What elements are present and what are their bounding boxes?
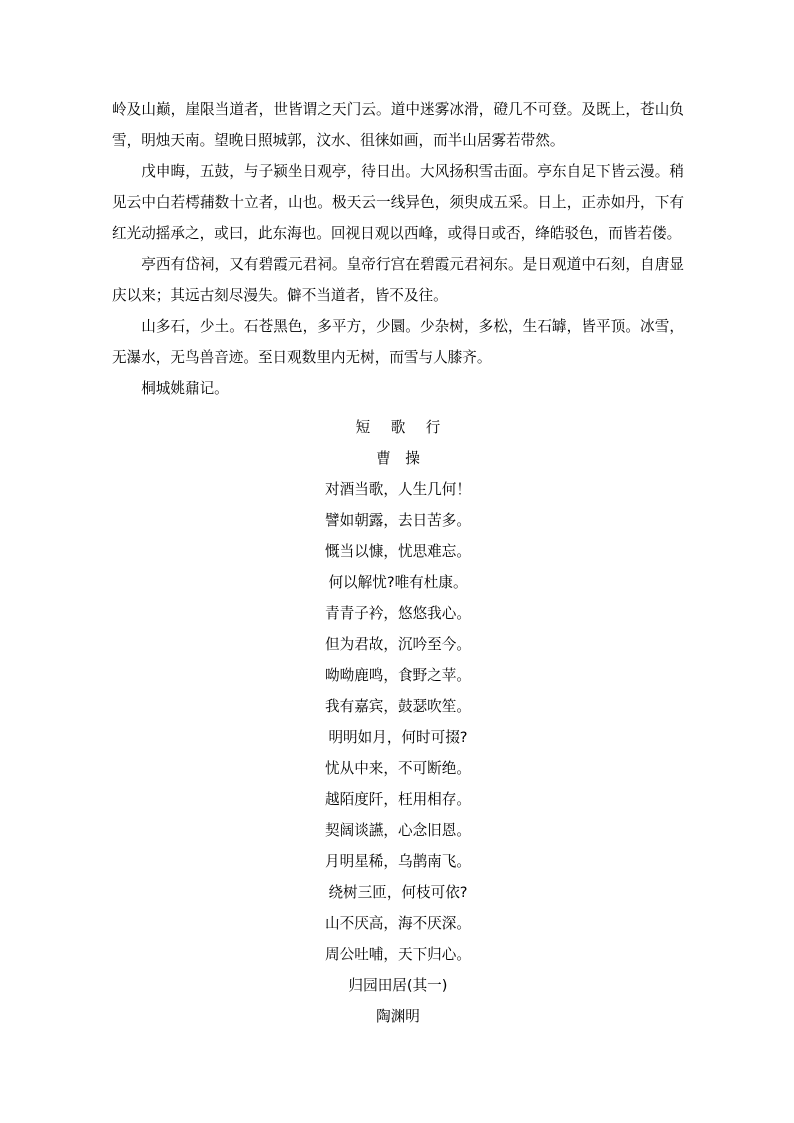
- poems-section: [112, 412, 684, 1032]
- poem-line: 譬如朝露，去日苦多。: [325, 512, 471, 529]
- poem-line: 但为君故，沉吟至今。: [325, 636, 471, 653]
- poem-title: 短歌行: [355, 419, 461, 436]
- poem-line: 越陌度阡，枉用相存。: [325, 791, 471, 808]
- poem-line: 何以解忧?唯有杜康。: [328, 574, 468, 591]
- poem-line: 呦呦鹿鸣，食野之苹。: [325, 667, 471, 684]
- prose-paragraph-3: 亭西有岱祠，又有碧霞元君祠。皇帝行宫在碧霞元君祠东。是日观道中石刻，自唐显庆以来；其远古刻尽漫失。僻不当道者，皆不及往。: [112, 256, 684, 304]
- second-poem-title: 归园田居(其一): [348, 977, 448, 994]
- poem-line: 明明如月，何时可掇?: [328, 729, 468, 746]
- poem-line: 对酒当歌，人生几何！: [325, 481, 471, 498]
- poem-line: 慨当以慷，忧思难忘。: [325, 543, 471, 560]
- prose-paragraph-2: 戊申晦，五鼓，与子颍坐日观亭，待日出。大风扬积雪击面。亭东自足下皆云漫。稍见云中白若樗蒱数十立者，山也。极天云一线异色，须臾成五采。日上，正赤如丹，下有红光动摇承之，或曰，此东海也。回视日观以西峰，或得日或否，绛皓驳色，而皆若偻。: [112, 163, 684, 242]
- poem-line: 绕树三匝，何枝可依?: [328, 884, 468, 901]
- poem-line: 忧从中来，不可断绝。: [325, 760, 471, 777]
- poem-line: 契阔谈讌，心念旧恩。: [325, 822, 471, 839]
- prose-paragraph-4: 山多石，少土。石苍黑色，多平方，少圜。少杂树，多松，生石罅，皆平顶。冰雪，无瀑水，无鸟兽音迹。至日观数里内无树，而雪与人膝齐。: [112, 318, 684, 366]
- poem-line: 月明星稀，乌鹊南飞。: [325, 853, 471, 870]
- poem-line: 周公吐哺，天下归心。: [325, 946, 471, 963]
- prose-paragraph-1: 岭及山巅，崖限当道者，世皆谓之天门云。道中迷雾冰滑，磴几不可登。及既上，苍山负雪，明烛天南。望晚日照城郭，汶水、徂徕如画，而半山居雾若带然。: [112, 101, 684, 149]
- poem-body: [112, 474, 684, 970]
- poem-line: 青青子衿，悠悠我心。: [325, 605, 471, 622]
- prose-signature: 桐城姚鼐记。: [141, 380, 229, 397]
- poem-line: 山不厌高，海不厌深。: [325, 915, 471, 932]
- second-poem-author: 陶渊明: [376, 1008, 420, 1025]
- poem-author: 曹操: [376, 450, 435, 467]
- poem-line: 我有嘉宾，鼓瑟吹笙。: [325, 698, 471, 715]
- prose-section: [112, 94, 684, 404]
